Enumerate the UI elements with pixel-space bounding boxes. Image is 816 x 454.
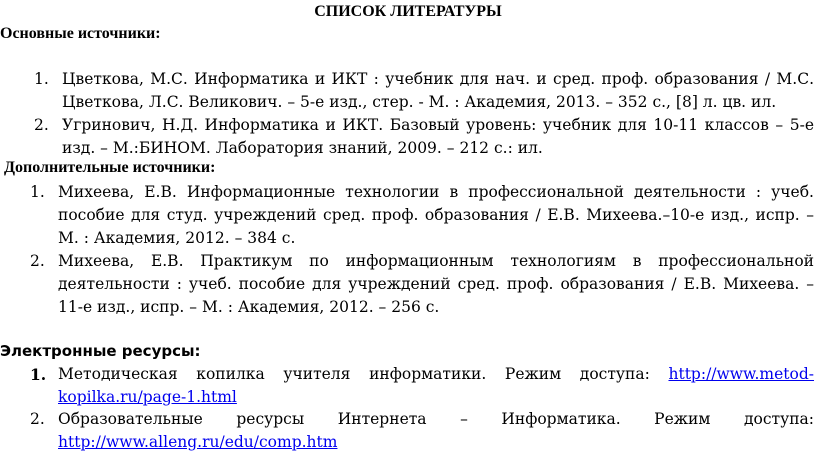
alleng-link[interactable]: http://www.alleng.ru/edu/comp.htm (58, 433, 338, 451)
item-number: 1. (34, 70, 49, 88)
electronic-resources-heading: Электронные ресурсы: (0, 342, 201, 360)
page-title: СПИСОК ЛИТЕРАТУРЫ (314, 3, 502, 20)
additional-sources-heading: Дополнительные источники: (4, 159, 216, 176)
item-number: 2. (30, 252, 45, 270)
item-text: Михеева, Е.В. Информационные технологии в профессиональной деятельности : учеб. пособие для студ. учреждений сред. проф. образования / Е.В. Михеева.–10-е изд., испр. – М. : Академия, 2012. – 384 с. (58, 183, 814, 247)
item-text: Образовательные ресурсы Интернета – Информатика. Режим доступа: (58, 410, 814, 428)
list-item (34, 114, 814, 160)
list-item (34, 68, 814, 114)
list-item (30, 408, 814, 454)
list-item (30, 181, 814, 250)
item-text: Цветкова, М.С. Информатика и ИКТ : учебник для нач. и сред. проф. образования / М.С. Цветкова, Л.С. Великович. – 5-е изд., стер. - М. : Академия, 2013. – 352 с., [8] л. цв. ил. (62, 70, 814, 111)
list-item (30, 363, 814, 409)
item-text: Угринович, Н.Д. Информатика и ИКТ. Базовый уровень: учебник для 10-11 классов – 5-е изд. – М.:БИНОМ. Лаборатория знаний, 2009. – 212 с.: ил. (62, 116, 814, 157)
main-sources-heading: Основные источники: (0, 25, 161, 42)
item-number: 2. (34, 116, 49, 134)
list-item (30, 250, 814, 319)
item-number: 1. (30, 365, 47, 384)
item-text: Методическая копилка учителя информатики. Режим доступа: (58, 365, 669, 383)
item-number: 2. (30, 410, 45, 428)
item-text: Михеева, Е.В. Практикум по информационным технологиям в профессиональной деятельности : учеб. пособие для учреждений сред. проф. образования / Е.В. Михеева. – 11-е изд., испр. – М. : Академия, 2012. – 256 с. (58, 252, 814, 316)
item-number: 1. (30, 183, 45, 201)
metod-kopilka-link[interactable]: http://www.metod-kopilka.ru/page-1.html (58, 365, 814, 406)
